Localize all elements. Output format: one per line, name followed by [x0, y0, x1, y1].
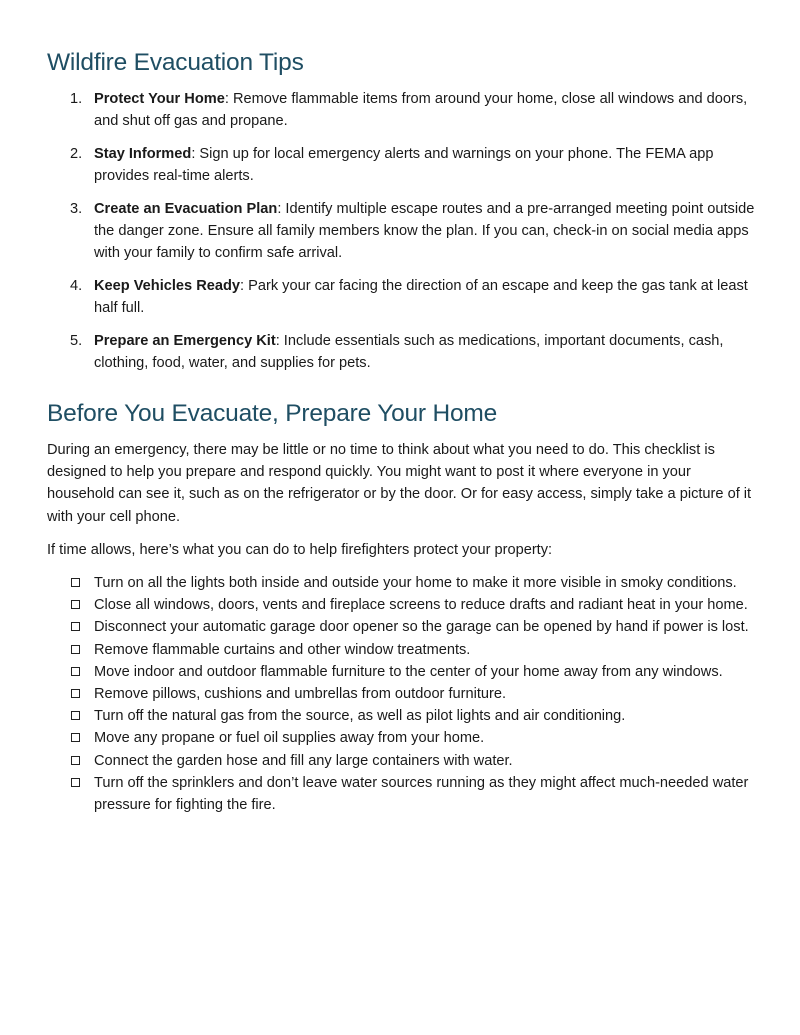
tip-number: 2.	[70, 146, 83, 162]
checklist-item-text: Connect the garden hose and fill any large containers with water.	[94, 752, 513, 769]
checklist-item	[47, 683, 757, 705]
checklist-item	[47, 772, 757, 816]
tip-text: : Sign up for local emergency alerts and warnings on your phone. The FEMA app provides real-time alerts.	[94, 146, 714, 184]
checklist-item	[47, 594, 757, 616]
checklist-item-text: Move indoor and outdoor flammable furniture to the center of your home away from any windows.	[94, 663, 723, 680]
checkbox-icon[interactable]	[71, 733, 80, 742]
tip-text: : Remove flammable items from around your home, close all windows and doors, and shut off gas and propane.	[94, 91, 748, 129]
tip-item	[47, 330, 757, 374]
checklist-item-text: Move any propane or fuel oil supplies away from your home.	[94, 730, 485, 747]
checklist-item	[47, 661, 757, 683]
lead-paragraph: If time allows, here’s what you can do to help firefighters protect your property:	[47, 541, 553, 558]
checklist-item	[47, 639, 757, 661]
document-page	[47, 44, 757, 816]
checklist-item-text: Remove flammable curtains and other window treatments.	[94, 641, 471, 658]
checklist-item-text: Turn on all the lights both inside and outside your home to make it more visible in smoky conditions.	[94, 575, 737, 592]
checkbox-icon[interactable]	[71, 778, 80, 787]
checkbox-icon[interactable]	[71, 645, 80, 654]
tip-item	[47, 143, 757, 187]
intro-paragraph: During an emergency, there may be little or no time to think about what you need to do. This checklist is designed to help you prepare and respond quickly. You might want to post it where everyone in your household can see it, such as on the refrigerator or by the door. Or for easy access, simply take a picture of it with your cell phone.	[47, 442, 752, 525]
section-title-prepare-home: Before You Evacuate, Prepare Your Home	[47, 400, 498, 427]
checkbox-icon[interactable]	[71, 756, 80, 765]
tip-heading: Create an Evacuation Plan	[94, 201, 278, 217]
tip-number: 4.	[70, 278, 83, 294]
tip-text: : Identify multiple escape routes and a pre-arranged meeting point outside the danger zone. Ensure all family members know the plan. If you can, check-in on social media apps with your family to confirm safe arrival.	[94, 201, 755, 261]
tip-number: 5.	[70, 333, 83, 349]
checklist-item	[47, 750, 757, 772]
prepare-home-checklist	[47, 572, 757, 816]
checklist-item-text: Remove pillows, cushions and umbrellas from outdoor furniture.	[94, 686, 507, 703]
checkbox-icon[interactable]	[71, 578, 80, 587]
checklist-item	[47, 572, 757, 594]
checklist-item	[47, 705, 757, 727]
checkbox-icon[interactable]	[71, 600, 80, 609]
tip-number: 3.	[70, 201, 83, 217]
checklist-item-text: Disconnect your automatic garage door opener so the garage can be opened by hand if power is lost.	[94, 619, 749, 636]
tip-item	[47, 275, 757, 319]
tip-heading: Protect Your Home	[94, 91, 225, 107]
tip-heading: Keep Vehicles Ready	[94, 278, 241, 294]
checkbox-icon[interactable]	[71, 711, 80, 720]
tip-number: 1.	[70, 91, 83, 107]
checklist-item	[47, 727, 757, 749]
checklist-item	[47, 616, 757, 638]
checklist-item-text: Close all windows, doors, vents and fireplace screens to reduce drafts and radiant heat in your home.	[94, 597, 748, 614]
tip-heading: Prepare an Emergency Kit	[94, 333, 276, 349]
checkbox-icon[interactable]	[71, 622, 80, 631]
tip-heading: Stay Informed	[94, 146, 192, 162]
section-title-evacuation-tips: Wildfire Evacuation Tips	[47, 49, 304, 76]
evacuation-tips-list	[47, 88, 757, 374]
tip-item	[47, 88, 757, 132]
checkbox-icon[interactable]	[71, 689, 80, 698]
tip-item	[47, 198, 757, 264]
tip-text: : Include essentials such as medications, important documents, cash, clothing, food, water, and supplies for pets.	[94, 333, 724, 371]
tip-text: : Park your car facing the direction of an escape and keep the gas tank at least half full.	[94, 278, 748, 316]
checklist-item-text: Turn off the natural gas from the source, as well as pilot lights and air conditioning.	[94, 708, 626, 725]
checkbox-icon[interactable]	[71, 667, 80, 676]
checklist-item-text: Turn off the sprinklers and don’t leave water sources running as they might affect much-needed water pressure for fighting the fire.	[94, 774, 749, 814]
